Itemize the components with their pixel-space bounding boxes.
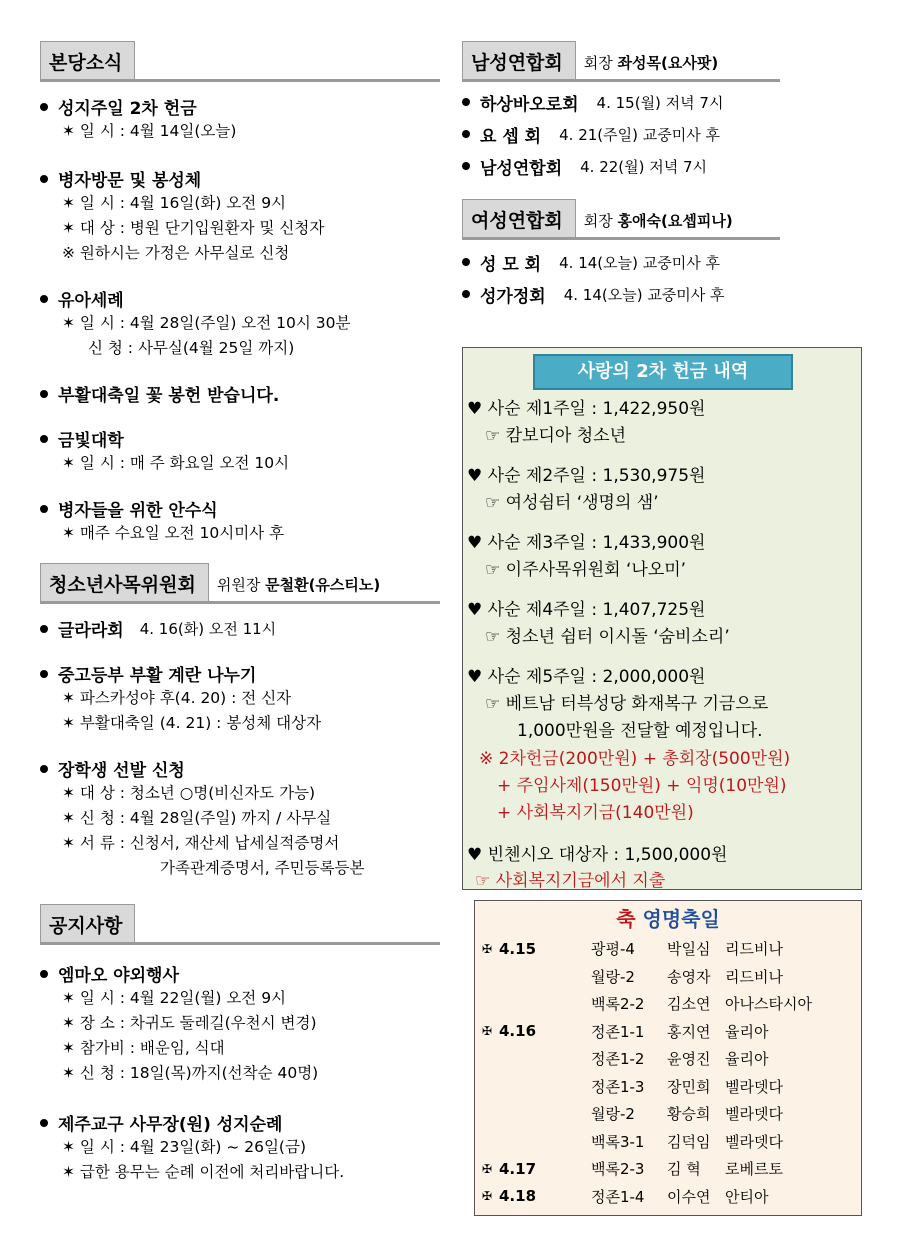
section-header-parish-news: [40, 44, 440, 82]
item-title: 금빛대학: [58, 431, 124, 451]
bullet-icon: [40, 970, 48, 978]
section-header-men: [462, 44, 780, 82]
item-line: ✶ 급한 용무는 순례 이전에 처리바랍니다.: [62, 1163, 345, 1181]
feast-name: 홍지연: [667, 1022, 711, 1041]
feast-row: [475, 1128, 861, 1156]
feast-row: [475, 1183, 861, 1211]
bullet-icon: [40, 295, 48, 303]
item-line: 가족관계증명서, 주민등록등본: [160, 859, 365, 877]
feast-row: [475, 1100, 861, 1128]
vincent-line: ♥ 빈첸시오 대상자 : 1,500,000원: [467, 845, 728, 865]
item-name: 성가정회: [480, 286, 546, 307]
section-title: 청소년사목위원회: [40, 563, 209, 601]
feast-parish: 정존1-1: [591, 1022, 645, 1041]
offering-week-sub: ☞ 베트남 터븍성당 화재복구 기금으로: [485, 694, 769, 714]
item-line: ✶ 신 청 : 18일(목)까지(선착순 40명): [62, 1064, 319, 1082]
offering-title: 사랑의 2차 헌금 내역: [533, 354, 793, 390]
item-title: 유아세례: [58, 291, 124, 311]
feast-row: [475, 1045, 861, 1073]
feast-row: [475, 1018, 861, 1046]
news-item: [40, 1110, 440, 1185]
feast-parish: 월랑-2: [591, 967, 635, 986]
item-name: 하상바오로회: [480, 94, 579, 115]
feast-name: 김소연: [667, 995, 711, 1014]
bullet-icon: [40, 103, 48, 111]
vincent-sub: ☞ 사회복지기금에서 지출: [475, 871, 666, 891]
feast-saint: 율리아: [725, 1050, 769, 1069]
item-line: ✶ 부활대축일 (4. 21) : 봉성체 대상자: [62, 714, 322, 732]
section-header-notice: [40, 907, 440, 945]
item-name: 성 모 회: [480, 254, 542, 275]
feast-row: [475, 1073, 861, 1101]
feast-parish: 월랑-2: [591, 1105, 635, 1124]
offering-box: [462, 347, 862, 890]
bullet-icon: [40, 670, 48, 678]
feast-saint: 율리아: [725, 1022, 769, 1041]
item-name: 남성연합회: [480, 158, 563, 179]
item-title: 장학생 선발 신청: [58, 761, 185, 781]
item-line: ✶ 일 시 : 4월 23일(화) ~ 26일(금): [62, 1138, 306, 1156]
news-item: [40, 286, 440, 361]
item-title: 글라라회: [58, 621, 124, 641]
offering-week-line: ♥ 사순 제3주일 : 1,433,900원: [467, 533, 706, 553]
feast-row: [475, 990, 861, 1018]
feast-name: 이수연: [667, 1187, 711, 1206]
offering-week-sub: ☞ 여성쉼터 ‘생명의 샘’: [485, 493, 659, 513]
feast-name: 윤영진: [667, 1050, 711, 1069]
feast-box: [474, 900, 862, 1216]
item-title: 부활대축일 꽃 봉헌 받습니다.: [58, 386, 280, 406]
item-title: 성지주일 2차 헌금: [58, 99, 197, 119]
offering-note: ※ 2차헌금(200만원) + 총회장(500만원): [479, 749, 791, 769]
offering-week-line: ♥ 사순 제2주일 : 1,530,975원: [467, 466, 706, 486]
news-item: [40, 661, 440, 736]
section-title: 공지사항: [40, 904, 135, 942]
list-item: [462, 278, 872, 310]
item-title: 제주교구 사무장(원) 성지순례: [58, 1115, 283, 1135]
feast-date: 4.16: [499, 1022, 537, 1041]
feast-name: 김 혁: [667, 1160, 701, 1179]
list-item: [462, 86, 872, 118]
section-title: 본당소식: [40, 41, 135, 79]
news-item: [40, 756, 440, 881]
right-column: [462, 44, 872, 310]
item-line: ※ 원하시는 가정은 사무실로 신청: [62, 244, 290, 262]
feast-name: 박일심: [667, 940, 711, 959]
section-subtitle: 위원장 문철환(유스티노): [216, 576, 381, 594]
item-line: ✶ 매주 수요일 오전 10시미사 후: [62, 524, 285, 542]
item-line: ✶ 일 시 : 4월 16일(화) 오전 9시: [62, 194, 287, 212]
bullet-icon: [40, 1119, 48, 1127]
feast-name: 김덕임: [667, 1132, 711, 1151]
list-item: [462, 246, 872, 278]
news-item: [40, 94, 440, 144]
item-name: 요 셉 회: [480, 126, 542, 147]
cross-icon: ✠: [481, 1189, 493, 1204]
bullet-icon: [40, 505, 48, 513]
offering-note: + 사회복지기금(140만원): [497, 803, 694, 823]
feast-title: 축 영명축일: [616, 907, 720, 931]
section-header-youth: [40, 566, 440, 604]
feast-list: [475, 935, 861, 1210]
feast-date: 4.17: [499, 1159, 537, 1178]
cross-icon: ✠: [481, 1024, 493, 1039]
news-item: [40, 616, 440, 641]
section-subtitle: 회장 좌성목(요사팟): [583, 54, 719, 72]
item-line: ✶ 일 시 : 매 주 화요일 오전 10시: [62, 454, 290, 472]
bullet-icon: [462, 98, 470, 106]
bullet-icon: [40, 175, 48, 183]
section-subtitle: 회장 홍애숙(요셉피나): [583, 212, 733, 230]
news-item: [40, 166, 440, 266]
bullet-icon: [40, 435, 48, 443]
feast-parish: 정존1-4: [591, 1187, 645, 1206]
item-title: 병자들을 위한 안수식: [58, 501, 218, 521]
feast-name: 황승희: [667, 1105, 711, 1124]
feast-date: 4.18: [499, 1187, 537, 1206]
feast-parish: 정존1-3: [591, 1077, 645, 1096]
offering-week-line: ♥ 사순 제1주일 : 1,422,950원: [467, 399, 706, 419]
item-line: ✶ 장 소 : 차귀도 둘레길(우천시 변경): [62, 1014, 317, 1032]
feast-date: 4.15: [499, 939, 537, 958]
feast-row: [475, 963, 861, 991]
section-title: 남성연합회: [462, 41, 576, 79]
item-line: 신 청 : 사무실(4월 25일 까지): [88, 339, 295, 357]
feast-saint: 벨라뎃다: [725, 1132, 783, 1151]
cross-icon: ✠: [481, 941, 493, 956]
item-detail: 4. 14(오늘) 교중미사 후: [563, 285, 725, 304]
feast-name: 장민희: [667, 1077, 711, 1096]
item-detail: 4. 22(월) 저녁 7시: [580, 157, 708, 176]
item-line: ✶ 대 상 : 청소년 ○명(비신자도 가능): [62, 784, 316, 802]
feast-parish: 백록2-2: [591, 995, 645, 1014]
offering-week-sub: ☞ 캄보디아 청소년: [485, 426, 627, 446]
item-detail: 4. 15(월) 저녁 7시: [596, 93, 724, 112]
bullet-icon: [462, 258, 470, 266]
item-line: ✶ 일 시 : 4월 14일(오늘): [62, 122, 237, 140]
feast-parish: 광평-4: [591, 940, 635, 959]
news-item: [40, 496, 440, 546]
item-line: ✶ 일 시 : 4월 28일(주일) 오전 10시 30분: [62, 314, 351, 332]
offering-week-extra: 1,000만원을 전달할 예정입니다.: [517, 721, 763, 741]
offering-week-line: ♥ 사순 제4주일 : 1,407,725원: [467, 600, 706, 620]
feast-row: [475, 1155, 861, 1183]
feast-saint: 벨라뎃다: [725, 1105, 783, 1124]
feast-saint: 아나스타시아: [725, 995, 812, 1014]
item-detail: 4. 21(주일) 교중미사 후: [559, 125, 720, 144]
section-title: 여성연합회: [462, 199, 576, 237]
bullet-icon: [462, 290, 470, 298]
item-line: ✶ 일 시 : 4월 22일(월) 오전 9시: [62, 989, 287, 1007]
item-title: 중고등부 부활 계란 나누기: [58, 666, 257, 686]
bullet-icon: [462, 162, 470, 170]
offering-note: + 주임사제(150만원) + 익명(10만원): [497, 776, 787, 796]
bullet-icon: [40, 765, 48, 773]
item-line: ✶ 파스카성야 후(4. 20) : 전 신자: [62, 689, 292, 707]
feast-parish: 백록2-3: [591, 1160, 645, 1179]
section-header-women: [462, 202, 780, 240]
bullet-icon: [40, 625, 48, 633]
feast-parish: 정존1-2: [591, 1050, 645, 1069]
item-title: 병자방문 및 봉성체: [58, 171, 202, 191]
bullet-icon: [40, 390, 48, 398]
item-detail: 4. 14(오늘) 교중미사 후: [559, 253, 720, 272]
feast-saint: 리드비나: [725, 967, 783, 986]
feast-row: [475, 935, 861, 963]
news-item: [40, 426, 440, 476]
cross-icon: ✠: [481, 1161, 493, 1176]
item-line: ✶ 신 청 : 4월 28일(주일) 까지 / 사무실: [62, 809, 332, 827]
item-line: ✶ 참가비 : 배운임, 식대: [62, 1039, 225, 1057]
feast-saint: 로베르토: [725, 1160, 783, 1179]
list-item: [462, 118, 872, 150]
feast-parish: 백록3-1: [591, 1132, 645, 1151]
feast-saint: 벨라뎃다: [725, 1077, 783, 1096]
news-item: [40, 381, 440, 406]
news-item: [40, 961, 440, 1086]
list-item: [462, 150, 872, 182]
offering-week-line: ♥ 사순 제5주일 : 2,000,000원: [467, 667, 706, 687]
feast-saint: 리드비나: [725, 940, 783, 959]
feast-saint: 안티아: [725, 1187, 769, 1206]
offering-week-sub: ☞ 청소년 쉼터 이시돌 ‘숨비소리’: [485, 627, 730, 647]
item-line: ✶ 서 류 : 신청서, 재산세 납세실적증명서: [62, 834, 340, 852]
item-detail: 4. 16(화) 오전 11시: [139, 620, 277, 638]
offering-week-sub: ☞ 이주사목위원회 ‘나오미’: [485, 560, 687, 580]
bullet-icon: [462, 130, 470, 138]
item-line: ✶ 대 상 : 병원 단기입원환자 및 신청자: [62, 219, 325, 237]
item-title: 엠마오 야외행사: [58, 966, 179, 986]
left-column: [40, 44, 440, 1185]
feast-name: 송영자: [667, 967, 711, 986]
